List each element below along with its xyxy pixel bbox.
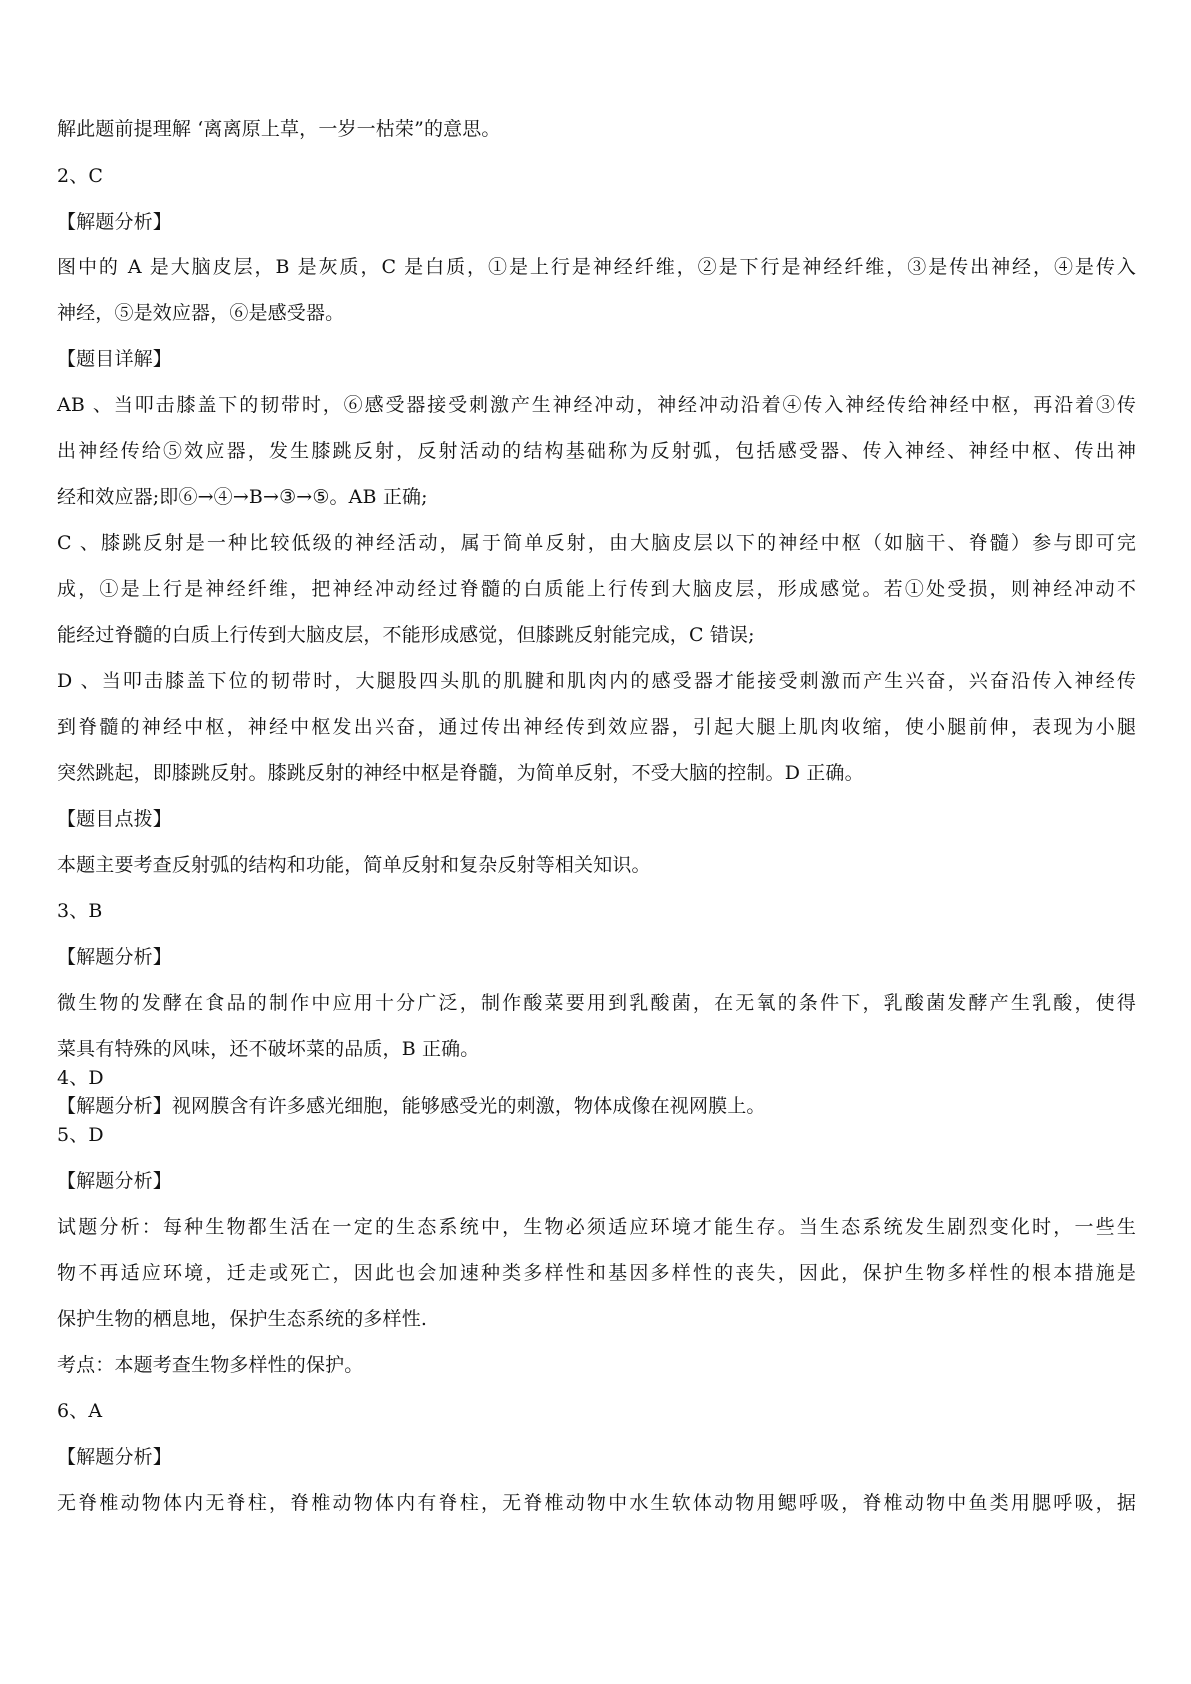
text-line: AB 、当叩击膝盖下的韧带时，⑥感受器接受刺激产生神经冲动，神经冲动沿着④传入神经传给神经中枢，再沿着③传 (57, 394, 1136, 416)
text-line: 本题主要考查反射弧的结构和功能，简单反射和复杂反射等相关知识。 (57, 854, 651, 876)
text-line: 考点：本题考查生物多样性的保护。 (57, 1354, 364, 1376)
text-line: 解此题前提理解 ‘离离原上草，一岁一枯荣”的意思。 (57, 118, 501, 140)
answer-heading: 4、D (57, 1067, 104, 1089)
text-line: C 、膝跳反射是一种比较低级的神经活动，属于简单反射，由大脑皮层以下的神经中枢（如脑干、脊髓）参与即可完 (57, 532, 1136, 554)
text-line: 保护生物的栖息地，保护生态系统的多样性. (57, 1308, 428, 1330)
text-line: 试题分析：每种生物都生活在一定的生态系统中，生物必须适应环境才能生存。当生态系统发生剧烈变化时，一些生 (57, 1216, 1136, 1238)
text-line: 经和效应器;即⑥→④→B→③→⑤。AB 正确; (57, 486, 428, 508)
answer-heading: 2、C (57, 165, 104, 187)
text-line: 菜具有特殊的风味，还不破坏菜的品质，B 正确。 (57, 1038, 480, 1060)
section-label: 【解题分析】 (57, 946, 172, 968)
answer-heading: 3、B (57, 900, 103, 922)
section-label: 【解题分析】 (57, 1446, 172, 1468)
text-line: 微生物的发酵在食品的制作中应用十分广泛，制作酸菜要用到乳酸菌，在无氧的条件下，乳酸菌发酵产生乳酸，使得 (57, 992, 1136, 1014)
section-label: 【题目详解】 (57, 348, 172, 370)
answer-heading: 5、D (57, 1124, 104, 1146)
text-line: 物不再适应环境，迁走或死亡，因此也会加速种类多样性和基因多样性的丧失，因此，保护生物多样性的根本措施是 (57, 1262, 1136, 1284)
text-line: 到脊髓的神经中枢，神经中枢发出兴奋，通过传出神经传到效应器，引起大腿上肌肉收缩，使小腿前伸，表现为小腿 (57, 716, 1136, 738)
section-label: 【解题分析】 (57, 211, 172, 233)
text-line: 神经，⑤是效应器，⑥是感受器。 (57, 302, 345, 324)
text-line: 图中的 A 是大脑皮层，B 是灰质，C 是白质，①是上行是神经纤维，②是下行是神经纤维，③是传出神经，④是传入 (57, 256, 1136, 278)
text-line: 突然跳起，即膝跳反射。膝跳反射的神经中枢是脊髓，为简单反射，不受大脑的控制。D 正确。 (57, 762, 864, 784)
text-line: 成，①是上行是神经纤维，把神经冲动经过脊髓的白质能上行传到大脑皮层，形成感觉。若①处受损，则神经冲动不 (57, 578, 1136, 600)
text-line: 出神经传给⑤效应器，发生膝跳反射，反射活动的结构基础称为反射弧，包括感受器、传入神经、神经中枢、传出神 (57, 440, 1136, 462)
text-line: D 、当叩击膝盖下位的韧带时，大腿股四头肌的肌腱和肌肉内的感受器才能接受刺激而产生兴奋，兴奋沿传入神经传 (57, 670, 1136, 692)
answer-heading: 6、A (57, 1400, 103, 1422)
text-line: 无脊椎动物体内无脊柱，脊椎动物体内有脊柱，无脊椎动物中水生软体动物用鳃呼吸，脊椎动物中鱼类用腮呼吸，据 (57, 1492, 1136, 1514)
section-label: 【解题分析】 (57, 1170, 172, 1192)
text-line: 能经过脊髓的白质上行传到大脑皮层，不能形成感觉，但膝跳反射能完成，C 错误; (57, 624, 755, 646)
section-label: 【题目点拨】 (57, 808, 172, 830)
text-line: 【解题分析】视网膜含有许多感光细胞，能够感受光的刺激，物体成像在视网膜上。 (57, 1095, 766, 1117)
